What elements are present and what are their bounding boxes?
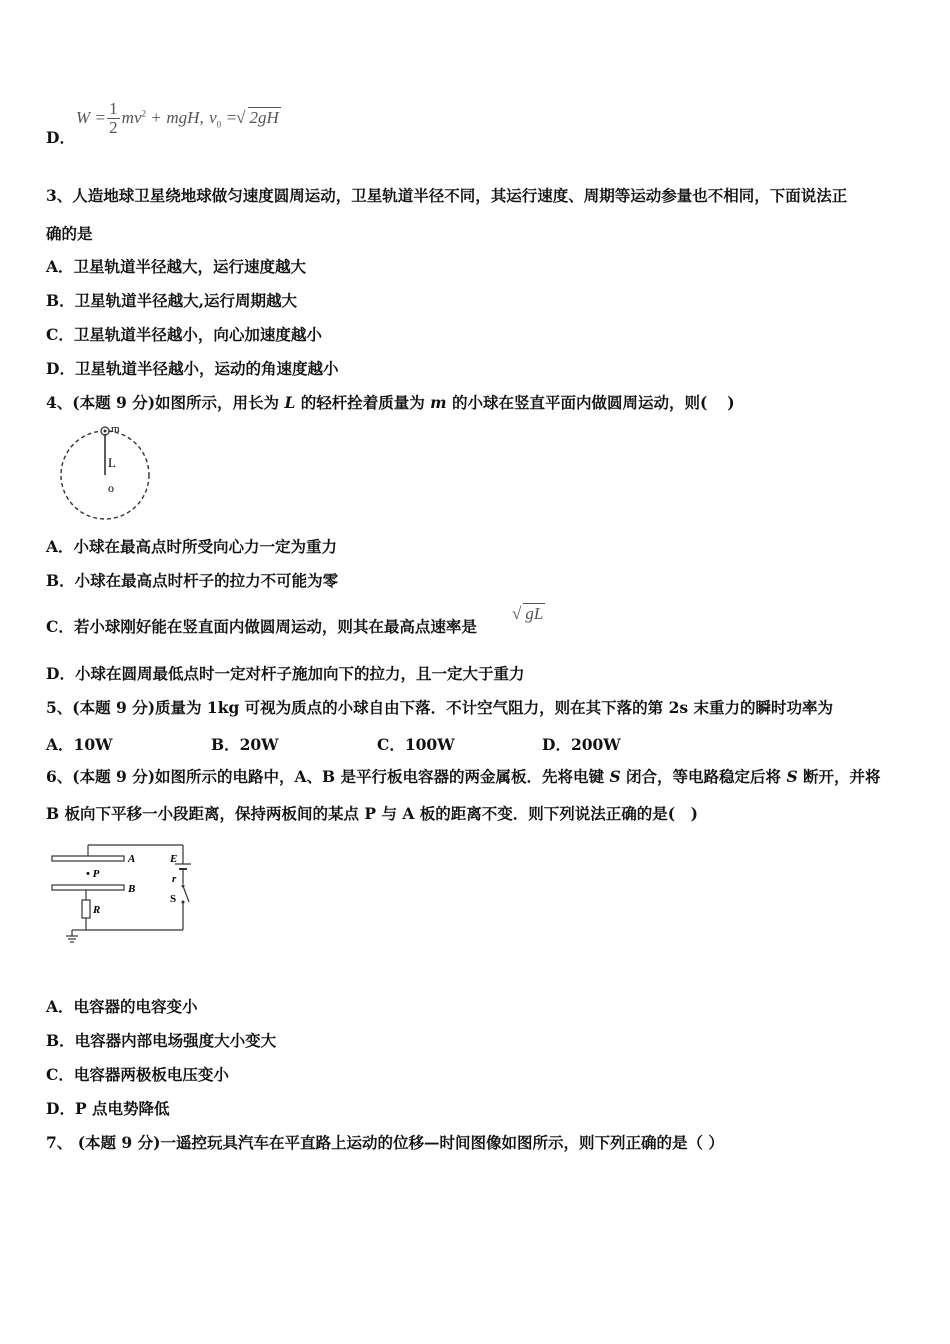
- q2-option-d: [46, 128, 75, 148]
- q4-option-a: A．小球在最高点时所受向心力一定为重力: [46, 537, 338, 556]
- q6-label-e: E: [170, 853, 178, 865]
- q6-label-p: • P: [86, 868, 100, 880]
- q3-stem-line2: 确的是: [46, 224, 93, 243]
- q6-label-b: B: [128, 883, 136, 895]
- q6-option-b: B．电容器内部电场强度大小变大: [46, 1031, 277, 1050]
- q4-option-c: C．若小球刚好能在竖直面内做圆周运动，则其在最高点速率是: [46, 617, 477, 636]
- q3-stem-line1: 3、人造地球卫星绕地球做匀速度圆周运动，卫星轨道半径不同，其运行速度、周期等运动参量也不相同，下面说法正: [46, 186, 848, 205]
- q3-option-a: A．卫星轨道半径越大，运行速度越大: [46, 257, 307, 276]
- q4-label-m: m: [111, 423, 120, 435]
- q4-option-c-formula: √ gL: [512, 604, 544, 623]
- q5-option-a: A．10W: [46, 735, 113, 754]
- q6-option-d: D．P 点电势降低: [46, 1099, 170, 1118]
- q6-label-r: R: [93, 904, 101, 916]
- q2-option-d-label: D．: [46, 128, 75, 147]
- q6-stem-line2: B 板向下平移一小段距离，保持两板间的某点 P 与 A 板的距离不变．则下列说法正确的是( ): [46, 804, 698, 823]
- q4-option-d: D．小球在圆周最低点时一定对杆子施加向下的拉力，且一定大于重力: [46, 664, 525, 683]
- q4-option-b: B．小球在最高点时杆子的拉力不可能为零: [46, 571, 339, 590]
- q6-option-c: C．电容器两极板电压变小: [46, 1065, 229, 1084]
- q6-plate-b: [52, 885, 124, 890]
- q3-option-b: B．卫星轨道半径越大,运行周期越大: [46, 291, 298, 310]
- q3-option-d: D．卫星轨道半径越小，运动的角速度越小: [46, 359, 339, 378]
- q4-label-o: o: [108, 481, 114, 495]
- q5-option-c: C．100W: [377, 735, 455, 754]
- q5-option-d: D．200W: [542, 735, 621, 754]
- q3-option-c: C．卫星轨道半径越小，向心加速度越小: [46, 325, 322, 344]
- q5-stem: 5、(本题 9 分)质量为 1kg 可视为质点的小球自由下落．不计空气阻力，则在其下落的第 2s 末重力的瞬时功率为: [46, 698, 833, 717]
- q5-option-b: B．20W: [211, 735, 279, 754]
- q6-plate-a: [52, 856, 124, 861]
- q6-stem-line1: 6、(本题 9 分)如图所示的电路中，A、B 是平行板电容器的两金属板．先将电键 S 闭合，等电路稳定后将 S 断开，并将: [46, 767, 881, 786]
- q2-option-d-formula: W = $\frac{1}{2}$ $mv^2$ + mgH, $v_0$ =√ 2gH: [76, 99, 279, 137]
- q6-circuit-figure: [48, 840, 198, 950]
- q6-label-a: A: [128, 853, 136, 865]
- q6-option-a: A．电容器的电容变小: [46, 997, 198, 1016]
- q7-stem: 7、 (本题 9 分)一遥控玩具汽车在平直路上运动的位移—时间图像如图所示，则下列正确的是（ ）: [46, 1133, 724, 1152]
- q6-switch: [183, 886, 189, 902]
- q4-rod-circle-figure: [55, 422, 155, 522]
- q6-resistor: [82, 900, 90, 918]
- q6-label-internal-r: r: [172, 873, 177, 885]
- q6-label-s: S: [170, 893, 177, 905]
- q4-label-L: L: [108, 455, 116, 470]
- q4-stem: 4、(本题 9 分)如图所示，用长为 L 的轻杆拴着质量为 m 的小球在竖直平面内做圆周运动，则( ): [46, 393, 735, 412]
